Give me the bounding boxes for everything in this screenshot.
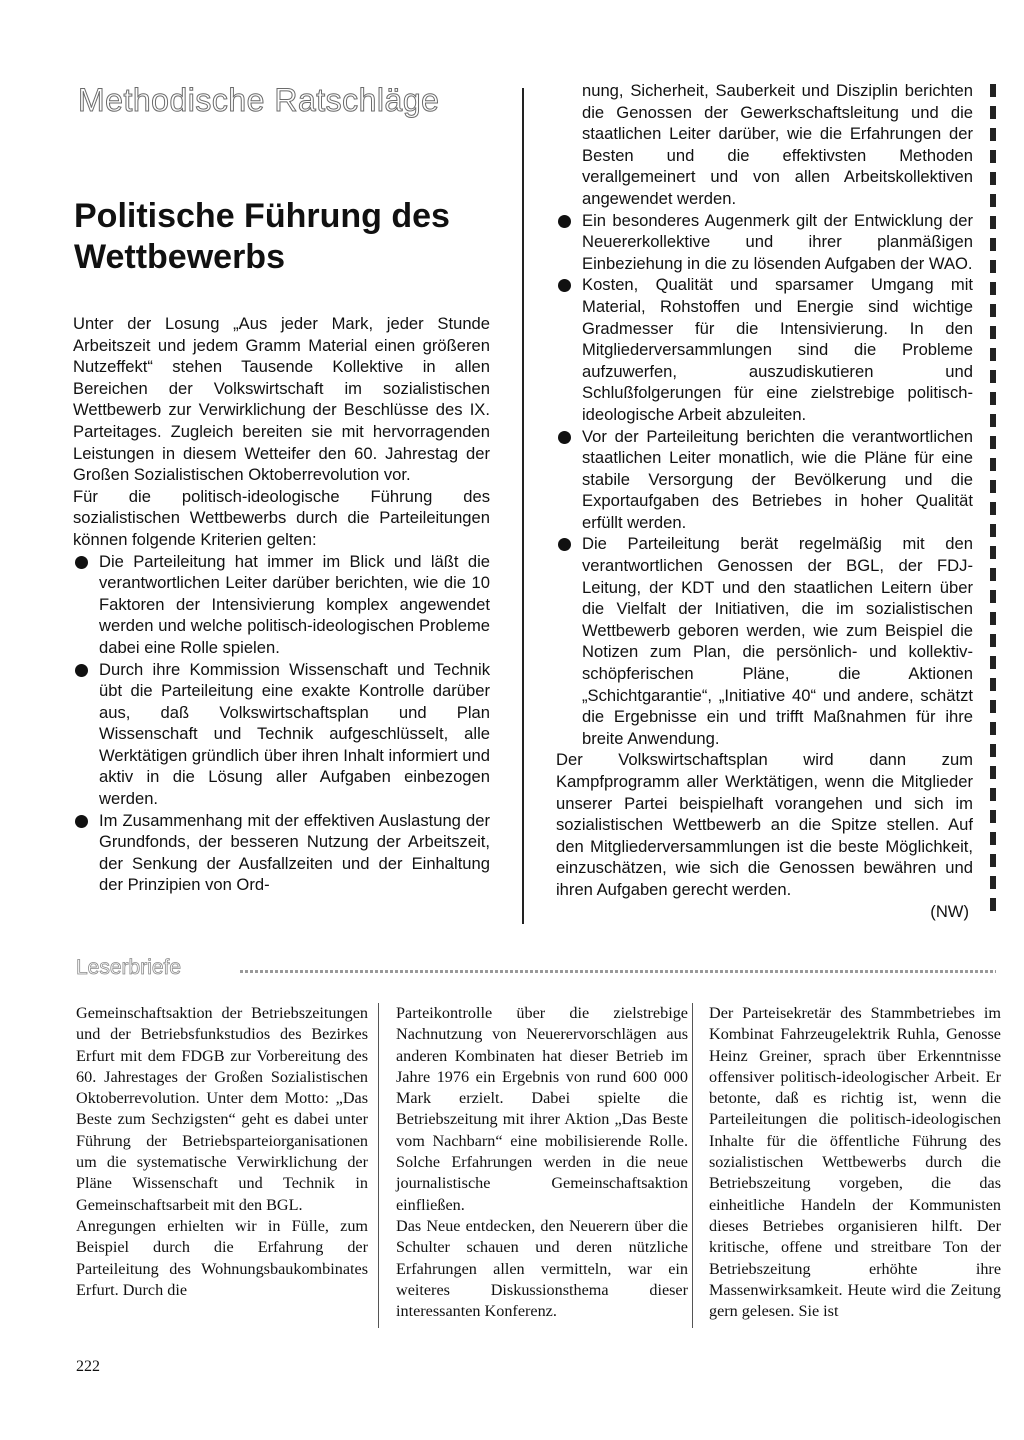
letters-column-1 [76, 1003, 368, 1301]
article-column-left [73, 313, 490, 896]
list-item: Die Parteileitung berät regelmäßig mit den verantwortlichen Genossen der BGL, der FDJ-Leitung, der KDT und den staatlichen Leitern über die Vielfalt der Initiativen, die im sozialistischen Wettbewerb geboren werden, wie zum Beispiel die Notizen zum Plan, die persönlich- und kollektiv-schöpferischen Pläne, die Aktionen „Schichtgarantie“, „Initiative 40“ und andere, schätzt die Ergebnisse ein und trifft Maßnahmen für ihre breite Anwendung. [556, 533, 973, 749]
list-item: Kosten, Qualität und sparsamer Umgang mit Material, Rohstoffen und Energie sind wichtige Gradmesser für die Intensivierung. In den Mitgliederversammlungen sind die Probleme aufzuwerfen, auszudiskutieren und Schlußfolgerungen für eine zielstrebige politisch-ideologische Arbeit abzuleiten. [556, 274, 973, 425]
criteria-list-left [73, 551, 490, 897]
column-divider [522, 88, 524, 924]
list-item: Die Parteileitung hat immer im Blick und läßt die verantwortlichen Leiter darüber berichten, wie die 10 Faktoren der Intensivierung komplex angewendet werden und welche politisch-ideologischen Probleme dabei eine Rolle spielen. [73, 551, 490, 659]
list-item: Ein besonderes Augenmerk gilt der Entwicklung der Neuererkollektive und ihrer planmäßigen Einbeziehung in die zu lösenden Aufgaben der WAO. [556, 210, 973, 275]
letter-paragraph: Der Parteisekretär des Stammbetriebes im Kombinat Fahrzeugelektrik Ruhla, Genosse Heinz Greiner, sprach über Erkenntnisse offensiver politisch-ideologischer Arbeit. Er betonte, daß es richtig ist, wenn die Parteileitungen die politisch-ideologischen Inhalte für die öffentliche Führung des sozialistischen Wettbewerbs durch die Betriebszeitung vorgeben, die das einheitliche Handeln der Kommunisten dieses Betriebes organisieren hilft. Der kritische, offene und streitbare Ton der Betriebszeitung erhöhte ihre Massenwirksamkeit. Heute wird die Zeitung gern gelesen. Sie ist [709, 1004, 1001, 1321]
intro-paragraph: Unter der Losung „Aus jeder Mark, jeder Stunde Arbeitszeit und jedem Gramm Material einen größeren Nutzeffekt“ stehen Tausende Kollektive in allen Bereichen der Volkswirtschaft im sozialistischen Wettbewerb zur Verwirklichung der Beschlüsse des IX. Parteitages. Zugleich bereiten sie mit hervorragenden Leistungen in diesem Wetteifer den 60. Jahrestag der Großen Sozialistischen Oktoberrevolution vor. [73, 314, 490, 485]
letter-paragraph: Parteikontrolle über die zielstrebige Nachnutzung von Neuerervorschlägen aus anderen Kombinaten hat dieser Betrieb im Jahre 1976 ein Ergebnis von rund 600 000 Mark erzielt. Dabei spielte die Betriebszeitung mit ihrer Aktion „Das Beste vom Nachbarn“ eine mobilisierende Rolle. Solche Erfahrungen werden in die neue journalistische Gemeinschaftsaktion einfließen. [396, 1004, 688, 1214]
list-item: Vor der Parteileitung berichten die verantwortlichen staatlichen Leiter monatlich, wie die Pläne für eine stabile Versorgung der Bevölkerung und die Exportaufgaben des Betriebes in hoher Qualität erfüllt werden. [556, 426, 973, 534]
list-item: Im Zusammenhang mit der effektiven Auslastung der Grundfonds, der besseren Nutzung der Arbeitszeit, der Senkung der Ausfallzeiten und der Einhaltung der Prinzipien von Ord- [73, 810, 490, 896]
list-item: Durch ihre Kommission Wissenschaft und Technik übt die Parteileitung eine exakte Kontrolle darüber aus, daß Volkswirtschaftsplan und Plan Wissenschaft und Technik aufgeschlüsselt, alle Werktätigen gründlich über ihren Inhalt informiert und aktiv in die Lösung aller Aufgaben einbezogen werden. [73, 659, 490, 810]
letters-column-2 [396, 1003, 688, 1322]
letter-paragraph: Anregungen erhielten wir in Fülle, zum Beispiel durch die Erfahrung der Parteileitung des Wohnungsbaukombinates Erfurt. Durch die [76, 1216, 368, 1299]
page-number: 222 [76, 1358, 100, 1375]
section-label: Methodische Ratschläge [78, 82, 440, 118]
margin-marker [990, 84, 996, 920]
column-divider [692, 1003, 693, 1328]
closing-paragraph: Der Volkswirtschaftsplan wird dann zum Kampfprogramm aller Werktätigen, wenn die Mitglieder unserer Partei beispielhaft vorangehen und sich im sozialistischen Wettbewerb an die Spitze stellen. Auf den Mitgliederversammlungen ist die beste Möglichkeit, einzuschätzen, wie sich die Genossen bewähren und ihren Aufgaben gerecht werden. [556, 750, 973, 899]
criteria-list-right [556, 210, 973, 750]
letters-column-3 [709, 1003, 1001, 1322]
bullet-continuation: nung, Sicherheit, Sauberkeit und Disziplin berichten die Genossen der Gewerkschaftsleitung und die staatlichen Leiter darüber, wie die Erfahrungen der Besten und die effektivsten Methoden verallgemeinert und von allen Arbeitskollektiven angewendet werden. [582, 81, 973, 208]
letters-rule [240, 970, 996, 973]
criteria-intro: Für die politisch-ideologische Führung des sozialistischen Wettbewerbs durch die Parteileitungen können folgende Kriterien gelten: [73, 486, 490, 549]
letter-paragraph: Das Neue entdecken, den Neuerern über die Schulter schauen und deren nützliche Erfahrungen allen vermitteln, war ein weiteres Diskussionsthema dieser interessanten Konferenz. [396, 1216, 688, 1321]
letter-paragraph: Gemeinschaftsaktion der Betriebszeitungen und der Betriebsfunkstudios des Bezirkes Erfurt mit dem FDGB zur Vorbereitung des 60. Jahrestages der Großen Sozialistischen Oktoberrevolution. Unter dem Motto: „Das Beste zum Sechzigsten“ geht es dabei unter Führung der Betriebsparteiorganisationen um die systematische Verwirklichung der Pläne Wissenschaft und Technik in Gemeinschaftsarbeit mit den BGL. [76, 1004, 368, 1214]
letters-section-label: Leserbriefe [76, 956, 182, 979]
article-column-right [556, 80, 973, 922]
author-signature: (NW) [930, 901, 969, 921]
article-headline: Politische Führung des Wettbewerbs [74, 197, 450, 276]
column-divider [378, 1003, 379, 1328]
